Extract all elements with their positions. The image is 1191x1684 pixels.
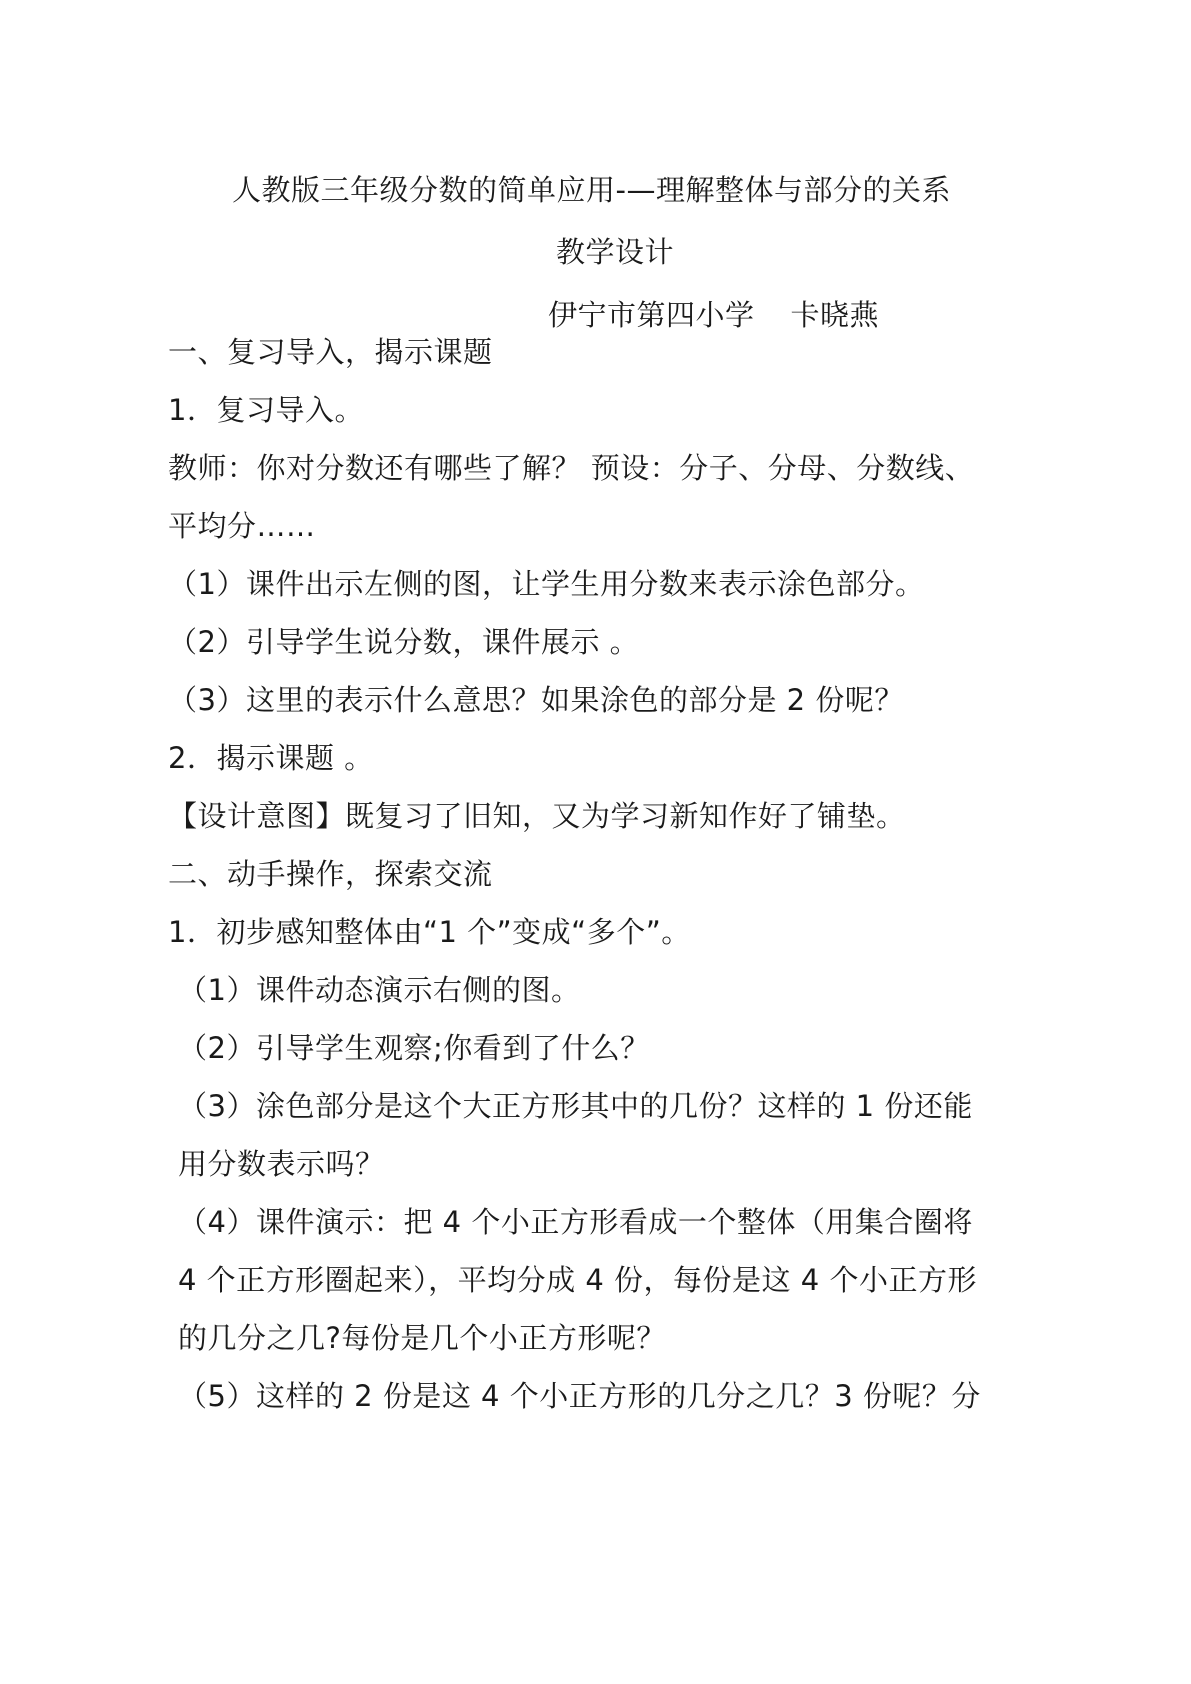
document-subtitle: 教学设计 (556, 235, 675, 269)
section2-step2: （2）引导学生观察;你看到了什么？ (178, 1031, 650, 1065)
section1-teacher-line2: 平均分…… (168, 509, 316, 543)
author-name: 卡晓燕 (790, 298, 880, 332)
section2-step5-line1: （5）这样的 2 份是这 4 个小正方形的几分之几？3 份呢？分 (178, 1379, 981, 1413)
section2-step4-line3: 的几分之几?每份是几个小正方形呢？ (178, 1321, 666, 1355)
section2-step4-line1: （4）课件演示：把 4 个小正方形看成一个整体（用集合圈将 (178, 1205, 973, 1239)
section2-step3-line2: 用分数表示吗？ (178, 1147, 385, 1181)
section1-item1: 1．复习导入。 (168, 393, 364, 427)
author-line (548, 295, 879, 335)
section2-step1: （1）课件动态演示右侧的图。 (178, 973, 581, 1007)
section2-step3-line1: （3）涂色部分是这个大正方形其中的几份？这样的 1 份还能 (178, 1089, 973, 1123)
school-name: 伊宁市第四小学 (548, 298, 755, 332)
section2-step4-line2: 4 个正方形圈起来），平均分成 4 份，每份是这 4 个小正方形 (178, 1263, 977, 1297)
section1-step3: （3）这里的表示什么意思？如果涂色的部分是 2 份呢？ (168, 683, 904, 717)
section1-step2: （2）引导学生说分数，课件展示 。 (168, 625, 640, 659)
section1-heading: 一、复习导入，揭示课题 (168, 335, 493, 369)
section1-teacher-line1: 教师：你对分数还有哪些了解？ 预设：分子、分母、分数线、 (168, 451, 975, 485)
section1-design-intent: 【设计意图】既复习了旧知，又为学习新知作好了铺垫。 (168, 799, 906, 833)
document-title: 人教版三年级分数的简单应用-—理解整体与部分的关系 (232, 173, 951, 207)
section2-item1: 1．初步感知整体由“1 个”变成“多个”。 (168, 915, 691, 949)
section1-item2: 2．揭示课题 。 (168, 741, 374, 775)
section1-step1: （1）课件出示左侧的图，让学生用分数来表示涂色部分。 (168, 567, 925, 601)
section2-heading: 二、动手操作，探索交流 (168, 857, 493, 891)
